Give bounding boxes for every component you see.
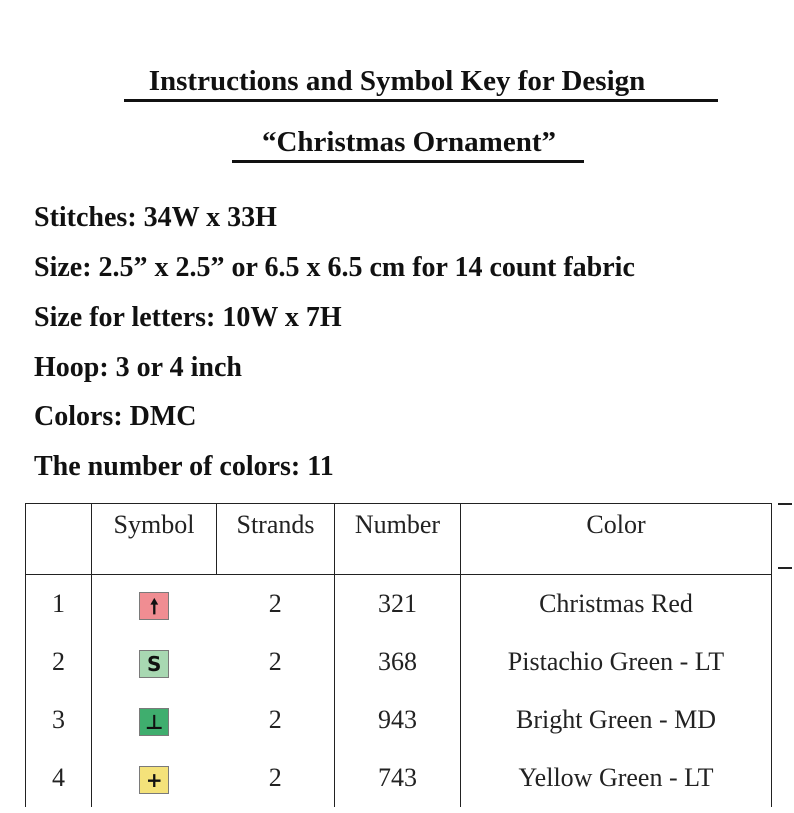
colors-info: Colors: DMC [34,401,197,432]
row-index: 1 [26,575,92,634]
plus-icon: + [139,766,169,794]
arrow-up-icon: 🠕 [139,592,169,620]
table-row [26,633,772,691]
row-number: 743 [335,749,461,807]
table-row [26,575,772,634]
table-row [26,691,772,749]
row-number: 368 [335,633,461,691]
page-title: Instructions and Symbol Key for Design [148,65,646,97]
row-strands: 2 [268,589,282,618]
header-strands: Strands [217,504,335,575]
letter-s-icon: S [139,650,169,678]
table-edge-tick [778,503,792,505]
row-color: Pistachio Green - LT [461,633,772,691]
table-edge-tick [778,567,792,569]
symbol-key-table [25,503,772,807]
design-name: “Christmas Ornament” [261,126,556,158]
title-underline [124,99,718,102]
letter-size-info: Size for letters: 10W x 7H [34,302,342,333]
header-color: Color [461,504,772,575]
row-color: Bright Green - MD [461,691,772,749]
color-count-info: The number of colors: 11 [34,451,334,482]
header-number: Number [335,504,461,575]
up-tack-icon: ⊥ [139,708,169,736]
hoop-info: Hoop: 3 or 4 inch [34,352,242,383]
row-color: Yellow Green - LT [461,749,772,807]
row-number: 943 [335,691,461,749]
stitches-info: Stitches: 34W x 33H [34,202,277,233]
table-row [26,749,772,807]
size-info: Size: 2.5” x 2.5” or 6.5 x 6.5 cm for 14 count fabric [34,252,635,283]
row-number: 321 [335,575,461,634]
design-name-underline [232,160,584,163]
row-strands: 2 [268,763,282,792]
header-index [26,504,92,575]
row-index: 2 [26,633,92,691]
row-color: Christmas Red [461,575,772,634]
row-index: 3 [26,691,92,749]
row-strands: 2 [268,705,282,734]
row-index: 4 [26,749,92,807]
row-strands: 2 [268,647,282,676]
header-symbol: Symbol [92,504,217,575]
table-header-row [26,504,772,575]
